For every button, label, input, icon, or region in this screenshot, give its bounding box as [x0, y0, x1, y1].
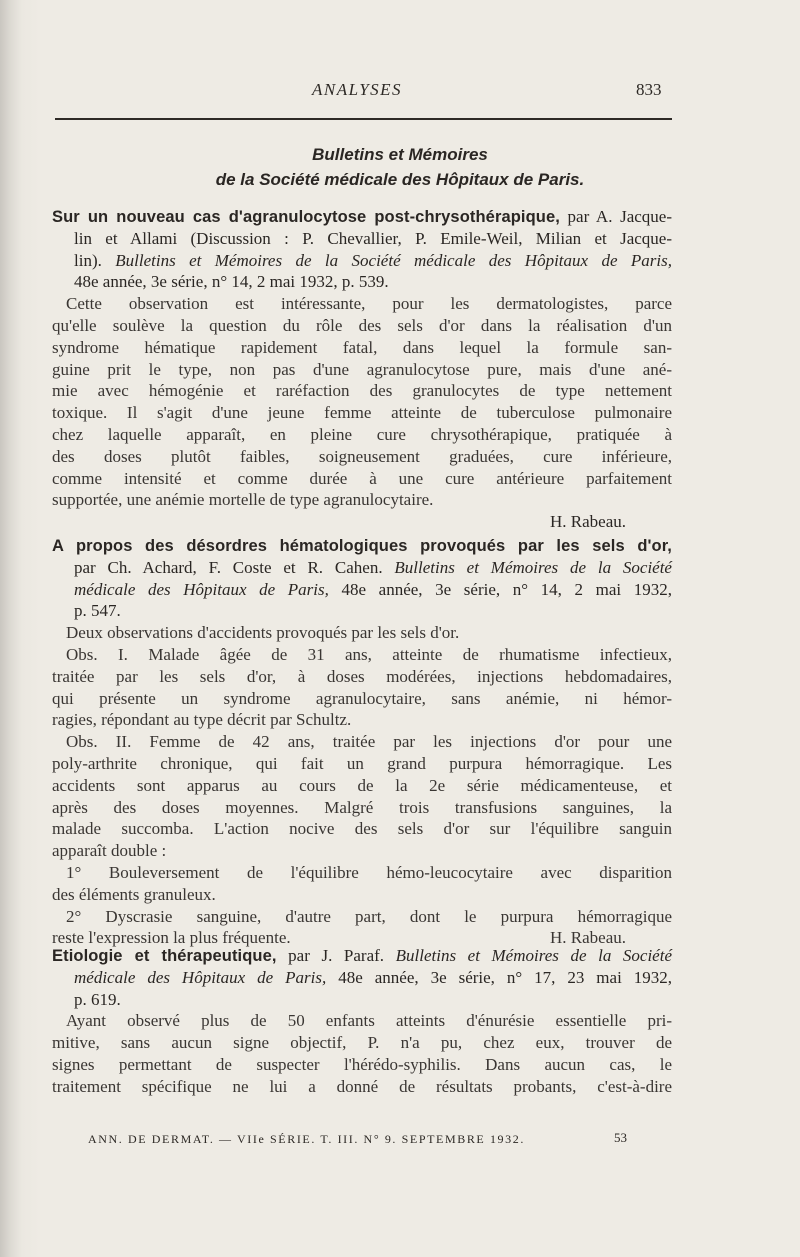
journal-name: Bulletins et Mémoires de la Société: [395, 946, 672, 965]
article-1-body: [52, 293, 672, 511]
article-1: [52, 206, 672, 533]
article-2: [52, 535, 672, 949]
journal-name: médicale des Hôpitaux de Paris,: [74, 579, 329, 599]
article-3: [52, 945, 672, 1098]
article-3-title: Etiologie et thérapeutique,: [52, 947, 277, 965]
body-line: qu'elle soulève la question du rôle des sels d'or dans la réalisation d'un: [52, 315, 672, 335]
section-title-line1: Bulletins et Mémoires: [312, 145, 488, 164]
body-line: reste l'expression la plus fréquente. H. Rabeau.: [52, 928, 626, 948]
body-line: poly-arthrite chronique, qui fait un grand purpura hémorragique. Les: [52, 753, 672, 773]
body-line: malade succomba. L'action nocive des sels d'or sur l'équilibre sanguin: [52, 819, 672, 839]
journal-name: Bulletins et Mémoires de la Société: [394, 557, 672, 577]
body-line: mitive, sans aucun signe objectif, P. n'a pu, chez eux, trouver de: [52, 1033, 672, 1053]
article-1-title: Sur un nouveau cas d'agranulocytose post-chrysothérapique,: [52, 208, 560, 226]
footer-journal-line: ANN. DE DERMAT. — VIIe SÉRIE. T. III. N° 9. SEPTEMBRE 1932.: [88, 1132, 525, 1146]
body-line: des doses plutôt faibles, soigneusement graduées, cure inférieure,: [52, 446, 672, 466]
article-1-ref-line: lin). Bulletins et Mémoires de la Société médicale des Hôpitaux de Paris,: [74, 250, 672, 270]
body-line: chez laquelle apparaît, en pleine cure chrysothérapique, pratiquée à: [52, 424, 672, 444]
body-line: apparaît double :: [52, 841, 167, 861]
body-line: syndrome hématique rapidement fatal, dans lequel la formule san-: [52, 337, 672, 357]
article-1-signature: H. Rabeau.: [549, 512, 626, 532]
article-2-ref-line: par Ch. Achard, F. Coste et R. Cahen. Bulletins et Mémoires de la Société: [74, 557, 672, 577]
body-line: 2° Dyscrasie sanguine, d'autre part, dont le purpura hémorragique: [66, 906, 672, 926]
article-3-title-line: Etiologie et thérapeutique, par J. Paraf. Bulletins et Mémoires de la Société: [52, 946, 672, 965]
body-line: ragies, répondant au type décrit par Schultz.: [52, 710, 352, 730]
article-2-title: A propos des désordres hématologiques provoqués par les sels d'or,: [52, 537, 672, 555]
body-line: accidents sont apparus au cours de la 2e série médicamenteuse, et: [52, 775, 672, 795]
journal-name: médicale des Hôpitaux de Paris,: [74, 967, 327, 987]
article-2-title-line: [52, 535, 672, 557]
article-3-ref-line: médicale des Hôpitaux de Paris, 48e année, 3e série, n° 17, 23 mai 1932,: [74, 967, 672, 987]
journal-name: Bulletins et Mémoires de la Société médicale des Hôpitaux de Paris,: [115, 250, 672, 270]
article-2-ref-line: p. 547.: [74, 601, 121, 621]
body-line: 1° Bouleversement de l'équilibre hémo-leucocytaire avec disparition: [66, 862, 672, 882]
article-2-ref-line: médicale des Hôpitaux de Paris, 48e année, 3e série, n° 14, 2 mai 1932,: [74, 579, 672, 599]
body-line: comme intensité et comme durée à une cure antérieure parfaitement: [52, 468, 672, 488]
article-1-ref-line: lin et Allami (Discussion : P. Chevallier, P. Emile-Weil, Milian et Jacque-: [74, 228, 672, 248]
body-line: Obs. I. Malade âgée de 31 ans, atteinte de rhumatisme infectieux,: [66, 644, 672, 664]
article-1-title-line: [52, 206, 672, 228]
body-line: des éléments granuleux.: [52, 884, 216, 904]
body-line: Ayant observé plus de 50 enfants atteints d'énurésie essentielle pri-: [66, 1011, 672, 1031]
body-line: traitée par les sels d'or, à doses modérées, injections hebdomadaires,: [52, 666, 672, 686]
body-line: signes permettant de suspecter l'hérédo-syphilis. Dans aucun cas, le: [52, 1054, 672, 1074]
body-line: qui présente un syndrome agranulocytaire, sans anémie, ni hémor-: [52, 688, 672, 708]
body-line: Obs. II. Femme de 42 ans, traitée par les injections d'or pour une: [66, 732, 672, 752]
body-line: toxique. Il s'agit d'une jeune femme atteinte de tuberculose pulmonaire: [52, 403, 672, 423]
header-rule: [55, 118, 672, 120]
running-title: ANALYSES: [312, 80, 403, 99]
article-1-ref-line: 48e année, 3e série, n° 14, 2 mai 1932, p. 539.: [74, 272, 389, 292]
article-3-body: [52, 1010, 672, 1097]
footer-folio: 53: [614, 1130, 627, 1145]
article-1-authors-start: par A. Jacque-: [567, 207, 672, 226]
article-2-signature: H. Rabeau.: [549, 928, 626, 948]
page-number: 833: [636, 80, 662, 99]
body-line: traitement spécifique ne lui a donné de résultats probants, c'est-à-dire: [52, 1076, 672, 1096]
body-line: Cette observation est intéressante, pour les dermatologistes, parce: [66, 294, 672, 314]
body-line: guine prit le type, non pas d'une agranulocytose pure, mais d'une ané-: [52, 359, 672, 379]
section-title-line2: de la Société médicale des Hôpitaux de Paris.: [215, 170, 585, 189]
body-line: Deux observations d'accidents provoqués par les sels d'or.: [66, 623, 460, 643]
body-line: après des doses moyennes. Malgré trois transfusions sanguines, la: [52, 797, 672, 817]
body-line: supportée, une anémie mortelle de type agranulocytaire.: [52, 490, 434, 510]
body-line: mie avec hémogénie et raréfaction des granulocytes de type nettement: [52, 381, 672, 401]
article-2-body: [52, 622, 672, 949]
article-3-ref-line: p. 619.: [74, 989, 121, 1009]
